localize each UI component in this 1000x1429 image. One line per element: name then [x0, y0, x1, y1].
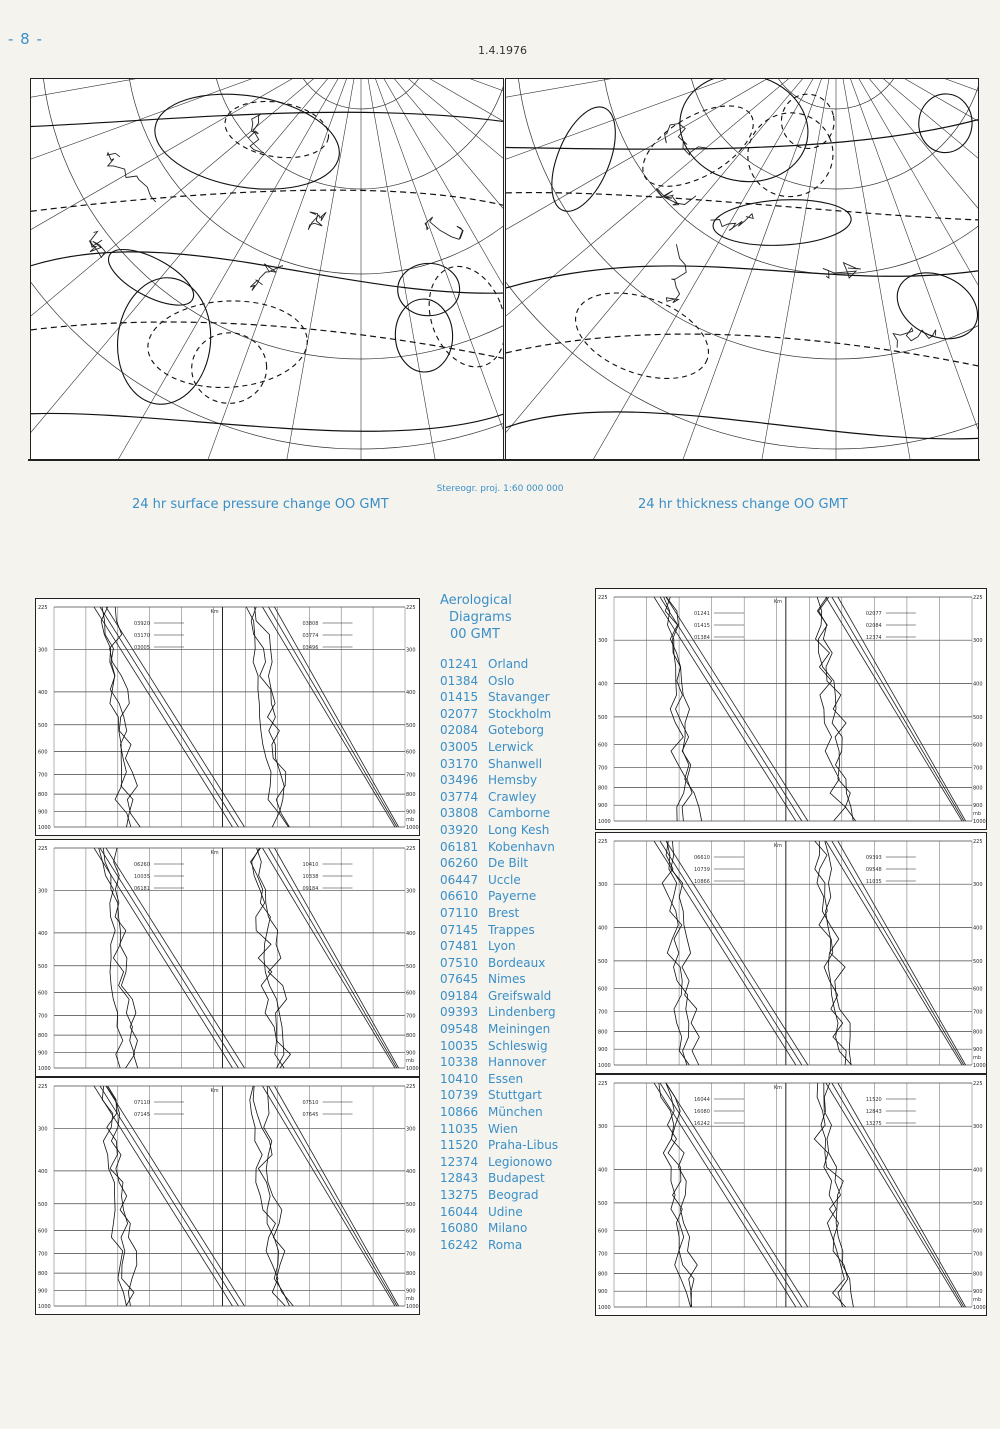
diagram-station-code: 10739: [694, 867, 710, 873]
station-name: Lerwick: [488, 739, 534, 754]
aerological-diagram-panel-2: [35, 839, 420, 1077]
pressure-level-label: 1000: [38, 825, 51, 831]
pressure-level-label: 900: [38, 1288, 48, 1295]
diagram-station-code: 03774: [302, 633, 319, 639]
station-list-item: [440, 756, 590, 773]
pressure-level-label: 1000: [973, 1305, 986, 1311]
station-code: 02084: [440, 723, 479, 738]
pressure-level-label: 600: [38, 1228, 48, 1235]
pressure-level-label: 700: [406, 1013, 416, 1020]
station-code: 16080: [440, 1221, 479, 1236]
station-list-item: [440, 888, 590, 905]
pressure-level-label: 1000: [38, 1066, 51, 1072]
pressure-level-label: 1000: [406, 825, 419, 831]
pressure-level-label: 800: [973, 1029, 983, 1036]
station-name: Stockholm: [488, 706, 552, 721]
pressure-level-label: 700: [973, 765, 983, 772]
diagram-station-code: 07510: [302, 1100, 319, 1106]
station-list-item: [440, 822, 590, 839]
diagram-station-code: 12843: [865, 1109, 882, 1115]
pressure-level-label: 225: [973, 595, 983, 601]
right-map-caption: 24 hr thickness change OO GMT: [638, 497, 848, 512]
station-name: Shanwell: [488, 756, 543, 771]
pressure-level-label: 1000: [406, 1304, 419, 1310]
pressure-level-label: 300: [598, 882, 608, 889]
pressure-level-label: 500: [406, 963, 416, 970]
station-code: 01241: [440, 657, 479, 671]
station-name: Schleswig: [488, 1038, 548, 1053]
pressure-level-label: 800: [598, 785, 608, 792]
mb-unit-label: mb: [406, 1058, 415, 1064]
pressure-level-label: 600: [406, 990, 416, 997]
station-code: 10739: [440, 1088, 479, 1103]
pressure-level-label: 300: [598, 638, 608, 645]
pressure-level-label: 225: [38, 605, 48, 611]
pressure-level-label: 800: [406, 1033, 416, 1040]
station-name: Uccle: [488, 872, 521, 887]
station-code: 03005: [440, 739, 479, 754]
km-unit-label: Km: [773, 1085, 782, 1091]
mb-unit-label: mb: [973, 1055, 982, 1061]
diagram-station-code: 10410: [302, 862, 319, 868]
pressure-level-label: 400: [598, 1167, 608, 1174]
pressure-level-label: 300: [406, 1126, 416, 1133]
diagram-station-code: 09393: [865, 855, 882, 861]
pressure-level-label: 800: [973, 1271, 983, 1278]
station-list-item: [440, 1071, 590, 1088]
station-code: 03496: [440, 773, 479, 788]
station-list-item: [440, 855, 590, 872]
aerological-diagram-panel-1: [35, 598, 420, 836]
station-code: 03170: [440, 756, 479, 771]
station-list-item: [440, 656, 590, 673]
station-list-item: [440, 971, 590, 988]
aerological-diagram: [36, 599, 419, 835]
pressure-level-label: 500: [973, 1200, 983, 1207]
station-name: Camborne: [488, 806, 551, 821]
pressure-level-label: 300: [406, 647, 416, 654]
pressure-level-label: 800: [38, 1033, 48, 1040]
diagram-station-code: 12374: [865, 635, 882, 641]
diagram-station-code: 03170: [134, 633, 150, 639]
pressure-level-label: 900: [598, 803, 608, 810]
pressure-level-label: 900: [38, 1050, 48, 1057]
pressure-level-label: 600: [598, 986, 608, 993]
station-code: 10866: [440, 1105, 479, 1120]
station-list-item: [440, 1004, 590, 1021]
pressure-level-label: 1000: [406, 1066, 419, 1072]
pressure-level-label: 400: [38, 689, 48, 696]
station-list-item: [440, 872, 590, 889]
station-code: 07481: [440, 939, 479, 954]
pressure-level-label: 500: [406, 722, 416, 729]
pressure-level-label: 400: [598, 681, 608, 688]
station-list-item: [440, 1204, 590, 1221]
pressure-level-label: 600: [406, 749, 416, 756]
mb-unit-label: mb: [973, 811, 982, 817]
pressure-level-label: 900: [406, 809, 416, 816]
station-list-item: [440, 905, 590, 922]
diagram-station-code: 11520: [865, 1097, 882, 1103]
pressure-level-label: 600: [38, 990, 48, 997]
mb-unit-label: mb: [973, 1297, 982, 1303]
station-code: 11520: [440, 1138, 479, 1153]
station-code: 03808: [440, 806, 479, 821]
station-name: Kobenhavn: [488, 839, 555, 854]
diagram-station-code: 10338: [302, 874, 319, 880]
station-name: Wien: [488, 1121, 518, 1136]
pressure-level-label: 225: [406, 605, 416, 611]
pressure-level-label: 800: [406, 792, 416, 799]
pressure-level-label: 500: [598, 714, 608, 721]
pressure-level-label: 300: [38, 888, 48, 895]
diagram-station-code: 06610: [694, 855, 710, 861]
pressure-level-label: 500: [38, 1201, 48, 1208]
station-name: Legionowo: [488, 1154, 553, 1169]
station-name: Stavanger: [488, 690, 550, 705]
pressure-level-label: 1000: [598, 819, 611, 825]
pressure-level-label: 700: [38, 1251, 48, 1258]
pressure-level-label: 400: [406, 1168, 416, 1175]
station-list-item: [440, 789, 590, 806]
diagram-station-code: 06181: [134, 886, 150, 892]
map-bottom-rule: [28, 459, 980, 461]
station-name: Crawley: [488, 789, 537, 804]
station-code: 01384: [440, 673, 479, 688]
pressure-level-label: 900: [406, 1288, 416, 1295]
pressure-level-label: 900: [38, 809, 48, 816]
diagram-station-code: 03808: [302, 621, 319, 627]
station-list-item: [440, 988, 590, 1005]
diagram-station-code: 09548: [865, 867, 882, 873]
station-list: [440, 656, 590, 1253]
pressure-level-label: 400: [973, 1167, 983, 1174]
pressure-level-label: 300: [973, 882, 983, 889]
pressure-level-label: 600: [598, 1228, 608, 1235]
pressure-level-label: 225: [406, 1084, 416, 1090]
station-list-item: [440, 1038, 590, 1055]
station-name: Essen: [488, 1071, 524, 1086]
pressure-level-label: 700: [598, 1009, 608, 1016]
station-name: München: [488, 1105, 543, 1120]
pressure-level-label: 1000: [973, 819, 986, 825]
surface-pressure-map-drawing: [31, 79, 503, 459]
station-code: 16044: [440, 1204, 479, 1219]
station-name: Stuttgart: [488, 1088, 542, 1103]
station-list-item: [440, 772, 590, 789]
pressure-level-label: 700: [38, 772, 48, 779]
station-name: Hemsby: [488, 773, 538, 788]
station-name: Bordeaux: [488, 955, 546, 970]
pressure-level-label: 500: [973, 714, 983, 721]
diagram-station-code: 07145: [134, 1112, 150, 1118]
pressure-level-label: 400: [38, 1168, 48, 1175]
station-name: Long Kesh: [488, 822, 550, 837]
pressure-level-label: 700: [973, 1251, 983, 1258]
pressure-level-label: 500: [973, 958, 983, 965]
station-code: 07510: [440, 955, 479, 970]
aerological-title-line-2: Diagrams: [449, 610, 512, 625]
thickness-map-drawing: [506, 79, 978, 459]
thickness-change-map: [505, 78, 979, 460]
pressure-level-label: 800: [406, 1271, 416, 1278]
pressure-level-label: 400: [973, 925, 983, 932]
pressure-level-label: 700: [38, 1013, 48, 1020]
aerological-diagram-panel-5: [595, 832, 987, 1074]
km-unit-label: Km: [210, 1088, 219, 1094]
aerological-title-line-1: Aerological: [440, 593, 512, 608]
km-unit-label: Km: [773, 843, 782, 849]
aerological-title-line-3: 00 GMT: [450, 627, 500, 642]
diagram-station-code: 01241: [694, 611, 710, 617]
station-code: 10410: [440, 1071, 479, 1086]
station-code: 07110: [440, 905, 479, 920]
station-list-item: [440, 1021, 590, 1038]
pressure-level-label: 225: [38, 846, 48, 852]
station-name: Brest: [488, 905, 520, 920]
pressure-level-label: 1000: [598, 1305, 611, 1311]
station-name: Trappes: [488, 922, 535, 937]
pressure-level-label: 225: [598, 839, 608, 845]
station-code: 06447: [440, 872, 479, 887]
km-unit-label: Km: [210, 850, 219, 856]
station-name: Roma: [488, 1237, 523, 1252]
station-code: 12374: [440, 1154, 479, 1169]
station-list-item: [440, 938, 590, 955]
pressure-level-label: 900: [973, 1047, 983, 1054]
station-list-item: [440, 722, 590, 739]
pressure-level-label: 800: [598, 1271, 608, 1278]
diagram-station-code: 01415: [694, 623, 710, 629]
pressure-level-label: 225: [38, 1084, 48, 1090]
pressure-level-label: 300: [973, 1124, 983, 1131]
page-number: - 8 -: [8, 30, 43, 48]
station-list-item: [440, 739, 590, 756]
pressure-level-label: 600: [38, 749, 48, 756]
station-name: Nimes: [488, 972, 526, 987]
pressure-level-label: 900: [406, 1050, 416, 1057]
station-code: 10035: [440, 1038, 479, 1053]
station-list-item: [440, 1104, 590, 1121]
station-code: 10338: [440, 1055, 479, 1070]
aerological-diagram-panel-4: [595, 588, 987, 830]
diagram-station-code: 16044: [694, 1097, 710, 1103]
pressure-level-label: 400: [598, 925, 608, 932]
station-name: Oslo: [488, 673, 515, 688]
pressure-level-label: 225: [406, 846, 416, 852]
projection-note: Stereogr. proj. 1:60 000 000: [436, 484, 564, 494]
station-code: 07645: [440, 972, 479, 987]
diagram-station-code: 03496: [302, 645, 319, 651]
station-name: Meiningen: [488, 1022, 551, 1037]
pressure-level-label: 400: [406, 930, 416, 937]
pressure-level-label: 400: [38, 930, 48, 937]
aerological-diagram: [596, 1075, 986, 1315]
pressure-level-label: 400: [406, 689, 416, 696]
station-code: 06260: [440, 856, 479, 871]
station-code: 02077: [440, 706, 479, 721]
pressure-level-label: 225: [598, 1081, 608, 1087]
km-unit-label: Km: [210, 609, 219, 615]
pressure-level-label: 1000: [973, 1063, 986, 1069]
station-list-item: [440, 673, 590, 690]
diagram-station-code: 13275: [865, 1121, 882, 1127]
pressure-level-label: 900: [973, 1289, 983, 1296]
pressure-level-label: 400: [973, 681, 983, 688]
station-code: 06610: [440, 889, 479, 904]
station-name: Praha-Libus: [488, 1138, 559, 1153]
station-name: Udine: [488, 1204, 523, 1219]
station-code: 09548: [440, 1022, 479, 1037]
station-code: 13275: [440, 1188, 479, 1202]
station-name: Payerne: [488, 889, 537, 904]
mb-unit-label: mb: [406, 1296, 415, 1302]
station-name: Milano: [488, 1221, 528, 1236]
pressure-level-label: 900: [598, 1047, 608, 1054]
station-name: Lyon: [488, 939, 516, 954]
diagram-station-code: 07110: [134, 1100, 150, 1106]
aerological-diagram: [36, 1078, 419, 1314]
station-code: 09393: [440, 1005, 479, 1020]
station-list-item: [440, 1121, 590, 1138]
pressure-level-label: 500: [38, 963, 48, 970]
pressure-level-label: 900: [973, 803, 983, 810]
pressure-level-label: 300: [973, 638, 983, 645]
pressure-level-label: 500: [598, 958, 608, 965]
diagram-station-code: 06260: [134, 862, 150, 868]
diagram-station-code: 11035: [865, 879, 882, 885]
diagram-station-code: 02077: [865, 611, 882, 617]
diagram-station-code: 16242: [694, 1121, 710, 1127]
station-list-item: [440, 1220, 590, 1237]
aerological-legend: [440, 592, 590, 1253]
diagram-station-code: 09184: [302, 886, 319, 892]
diagram-station-code: 03920: [134, 621, 150, 627]
station-code: 16242: [440, 1237, 479, 1252]
pressure-level-label: 1000: [38, 1304, 51, 1310]
station-code: 03774: [440, 789, 479, 804]
aerological-diagram: [36, 840, 419, 1076]
pressure-level-label: 225: [973, 839, 983, 845]
pressure-level-label: 300: [598, 1124, 608, 1131]
station-code: 09184: [440, 988, 479, 1003]
station-list-item: [440, 1137, 590, 1154]
diagram-station-code: 10866: [694, 879, 710, 885]
station-list-item: [440, 1087, 590, 1104]
station-code: 06181: [440, 839, 479, 854]
pressure-level-label: 600: [973, 1228, 983, 1235]
station-list-item: [440, 1187, 590, 1204]
aerological-title: [440, 592, 590, 643]
km-unit-label: Km: [773, 599, 782, 605]
aerological-diagram: [596, 833, 986, 1073]
pressure-level-label: 300: [406, 888, 416, 895]
pressure-level-label: 700: [598, 1251, 608, 1258]
station-code: 12843: [440, 1171, 479, 1186]
station-code: 07145: [440, 922, 479, 937]
pressure-level-label: 700: [598, 765, 608, 772]
diagram-station-code: 02084: [865, 623, 882, 629]
diagram-station-code: 01384: [694, 635, 710, 641]
station-list-item: [440, 805, 590, 822]
pressure-level-label: 500: [38, 722, 48, 729]
station-list-item: [440, 1154, 590, 1171]
pressure-level-label: 300: [38, 1126, 48, 1133]
pressure-level-label: 800: [38, 1271, 48, 1278]
station-name: Orland: [488, 657, 529, 671]
pressure-level-label: 225: [598, 595, 608, 601]
station-list-item: [440, 706, 590, 723]
pressure-level-label: 900: [598, 1289, 608, 1296]
pressure-level-label: 600: [598, 742, 608, 749]
pressure-level-label: 500: [406, 1201, 416, 1208]
station-name: Greifswald: [488, 988, 552, 1003]
station-list-item: [440, 922, 590, 939]
diagram-station-code: 16080: [694, 1109, 710, 1115]
page-date: 1.4.1976: [478, 44, 527, 57]
pressure-level-label: 600: [973, 986, 983, 993]
pressure-level-label: 700: [973, 1009, 983, 1016]
station-code: 11035: [440, 1121, 479, 1136]
pressure-level-label: 800: [598, 1029, 608, 1036]
station-list-item: [440, 1054, 590, 1071]
station-list-item: [440, 689, 590, 706]
station-list-item: [440, 839, 590, 856]
pressure-level-label: 1000: [598, 1063, 611, 1069]
aerological-diagram-panel-6: [595, 1074, 987, 1316]
aerological-diagram: [596, 589, 986, 829]
surface-pressure-change-map: [30, 78, 504, 460]
pressure-level-label: 600: [973, 742, 983, 749]
pressure-level-label: 225: [973, 1081, 983, 1087]
diagram-station-code: 03005: [134, 645, 150, 651]
pressure-level-label: 500: [598, 1200, 608, 1207]
station-list-item: [440, 1237, 590, 1254]
pressure-level-label: 800: [38, 792, 48, 799]
pressure-level-label: 600: [406, 1228, 416, 1235]
diagram-station-code: 10035: [134, 874, 150, 880]
pressure-level-label: 300: [38, 647, 48, 654]
left-map-caption: 24 hr surface pressure change OO GMT: [132, 497, 389, 512]
station-name: Hannover: [488, 1055, 547, 1070]
aerological-diagram-panel-3: [35, 1077, 420, 1315]
pressure-level-label: 700: [406, 772, 416, 779]
station-name: Beograd: [488, 1188, 539, 1202]
diagram-station-code: 07645: [302, 1112, 319, 1118]
station-name: De Bilt: [488, 856, 529, 871]
mb-unit-label: mb: [406, 817, 415, 823]
station-name: Lindenberg: [488, 1005, 556, 1020]
station-name: Budapest: [488, 1171, 545, 1186]
pressure-level-label: 800: [973, 785, 983, 792]
pressure-level-label: 700: [406, 1251, 416, 1258]
station-list-item: [440, 955, 590, 972]
station-code: 01415: [440, 690, 479, 705]
station-list-item: [440, 1170, 590, 1187]
station-code: 03920: [440, 822, 479, 837]
station-name: Goteborg: [488, 723, 545, 738]
